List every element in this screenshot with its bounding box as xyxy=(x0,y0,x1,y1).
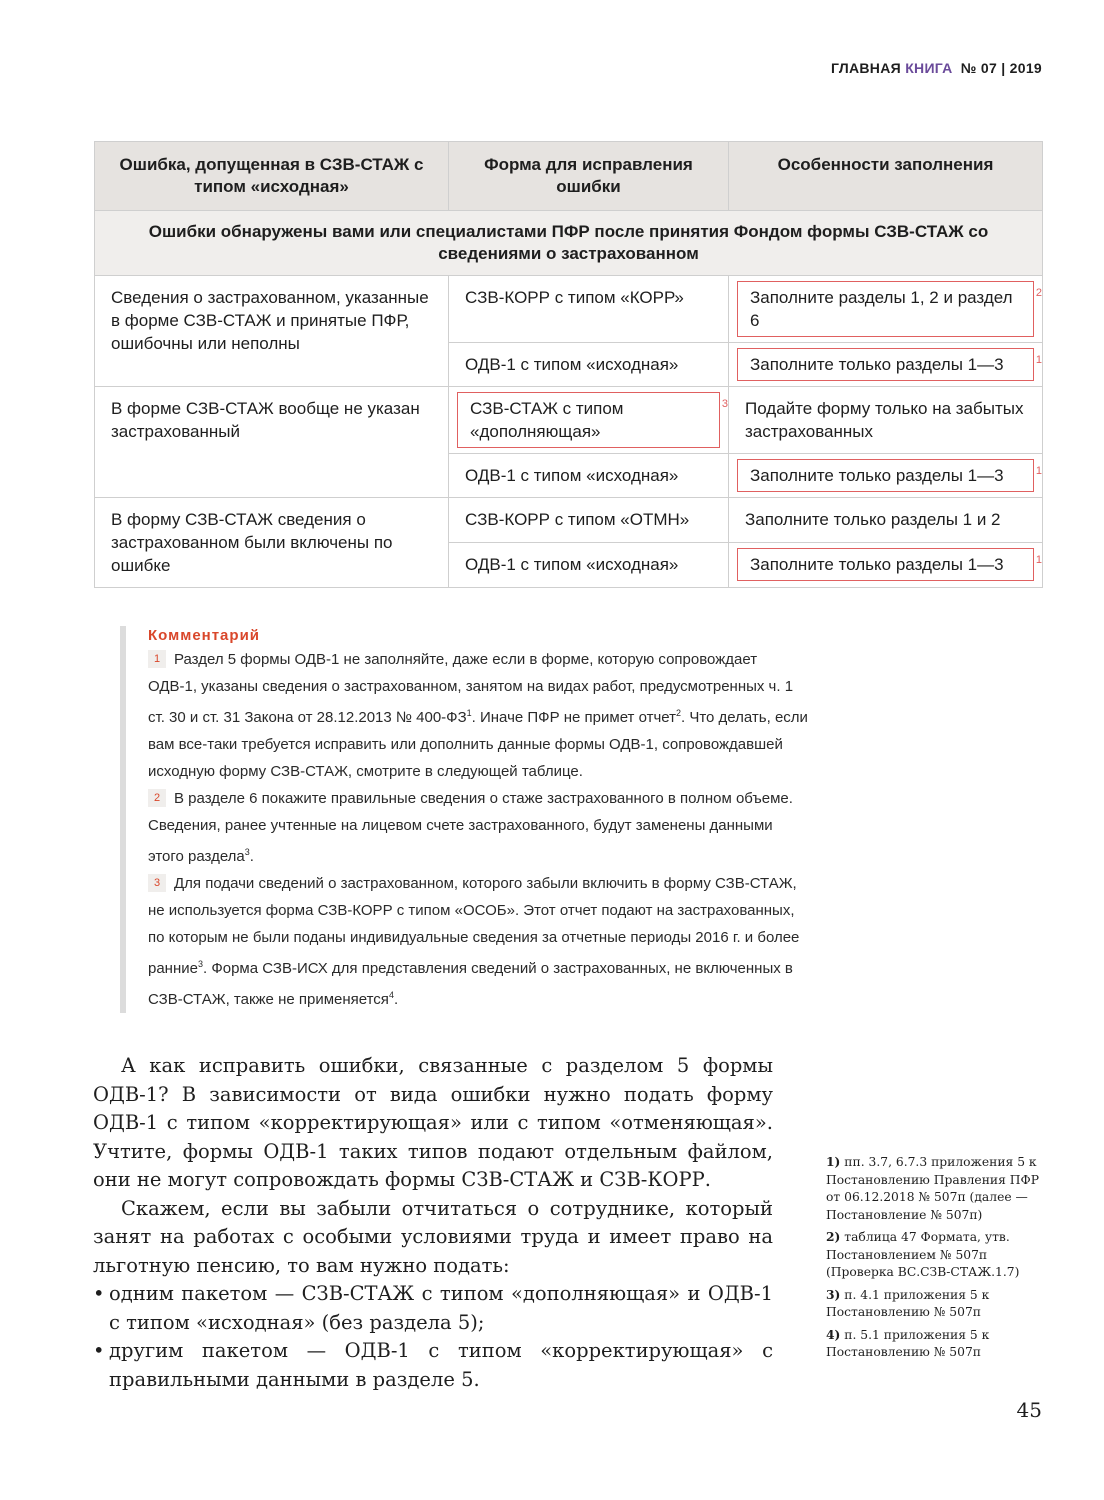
highlight-box xyxy=(737,281,1042,337)
column-header-form: Форма для исправления ошибки xyxy=(449,142,729,211)
bullet-list xyxy=(93,1280,773,1394)
table-row xyxy=(95,276,1043,343)
footnote-number: 1) xyxy=(826,1154,841,1169)
note-text: Заполните только разделы 1—3 xyxy=(750,555,1004,574)
note-cell xyxy=(729,276,1043,343)
list-item: • одним пакетом — СЗВ-СТАЖ с типом «дополняющая» и ОДВ-1 с типом «исходная» (без раздела 5); xyxy=(109,1280,773,1337)
comment-ref: 2 xyxy=(1035,287,1042,299)
form-cell: СЗВ-КОРР с типом «ОТМН» xyxy=(449,498,729,543)
comment-title: Комментарий xyxy=(148,627,261,644)
form-cell: ОДВ-1 с типом «исходная» xyxy=(449,543,729,588)
note-cell xyxy=(729,543,1043,588)
form-text: СЗВ-СТАЖ с типом «дополняющая» xyxy=(470,399,624,441)
correction-table xyxy=(94,141,1043,588)
note-cell xyxy=(729,343,1043,387)
comment-text: В разделе 6 покажите правильные сведения о стаже застрахованного в полном объеме. Сведения, ранее учтенные на лицевом счете застрахованного, будут заменены данными этого раздела xyxy=(148,790,793,865)
comment-item-1 xyxy=(148,646,808,785)
footnote xyxy=(826,1326,1040,1362)
footnote xyxy=(826,1153,1040,1224)
footnote-number: 2) xyxy=(826,1229,841,1244)
footnote-number: 4) xyxy=(826,1326,841,1342)
form-cell: ОДВ-1 с типом «исходная» xyxy=(449,343,729,387)
issue-number: № 07 | 2019 xyxy=(960,60,1042,76)
error-cell: В форме СЗВ-СТАЖ вообще не указан застрахованный xyxy=(95,387,449,498)
comment-item-2: 2 В разделе 6 покажите правильные сведения о стаже застрахованного в полном объеме. Сведения, ранее учтенные на лицевом счете застрахованного, будут заменены данными этого раздела$^3$. xyxy=(148,790,793,865)
comment-block xyxy=(120,626,808,1013)
footnote-ref: 3 xyxy=(197,959,203,969)
comment-ref: 1 xyxy=(1035,354,1042,366)
comment-number: 3 xyxy=(148,874,166,892)
footnote-text: пп. 3.7, 6.7.3 приложения 5 к Постановлению Правления ПФР от 06.12.2018 № 507п (далее — Постановление № 507п) xyxy=(826,1155,1039,1222)
footnote-number: 3) xyxy=(826,1286,841,1302)
magazine-title-2: КНИГА xyxy=(905,60,953,76)
form-cell: СЗВ-КОРР с типом «КОРР» xyxy=(449,276,729,343)
table-row xyxy=(95,387,1043,454)
error-cell: В форму СЗВ-СТАЖ сведения о застрахованном были включены по ошибке xyxy=(95,498,449,588)
note-text: Заполните разделы 1, 2 и раздел 6 xyxy=(750,288,1013,330)
comment-text: Для подачи сведений о застрахованном, которого забыли включить в форму СЗВ-СТАЖ, не используется форма СЗВ-КОРР с типом «ОСОБ». Этот отчет подают на застрахованных, по которым не были поданы индивидуальные сведения за отчетные периоды 2016 г. и более ранние xyxy=(148,875,800,977)
note-cell: Заполните только разделы 1 и 2 xyxy=(729,498,1043,543)
comment-text: . Форма СЗВ-ИСХ для представления сведений о застрахованных, не включенных в СЗВ-СТАЖ, также не применяется xyxy=(148,960,793,1008)
comment-text: . Иначе ПФР не примет отчет xyxy=(471,709,676,726)
comment-number: 2 xyxy=(148,789,166,807)
column-header-notes: Особенности заполнения xyxy=(729,142,1043,211)
article-body xyxy=(93,1052,773,1394)
note-text: Заполните только разделы 1—3 xyxy=(750,466,1004,485)
column-header-error: Ошибка, допущенная в СЗВ-СТАЖ с типом «исходная» xyxy=(95,142,449,211)
footnote-ref: 4 xyxy=(388,990,394,1000)
comment-ref: 1 xyxy=(1035,465,1042,477)
footnote-ref: 3 xyxy=(244,847,250,857)
footnote xyxy=(826,1228,1040,1282)
section-heading: Ошибки обнаружены вами или специалистами ПФР после принятия Фондом формы СЗВ-СТАЖ со сведениями о застрахованном xyxy=(95,211,1043,276)
footnotes xyxy=(826,1153,1040,1366)
magazine-header xyxy=(831,60,1042,76)
note-cell: Подайте форму только на забытых застрахованных xyxy=(729,387,1043,454)
paragraph: А как исправить ошибки, связанные с разделом 5 формы ОДВ-1? В зависимости от вида ошибки нужно подать форму ОДВ-1 с типом «корректирующая» или с типом «отменяющая». Учтите, формы ОДВ-1 таких типов подают отдельным файлом, они не могут сопровождать формы СЗВ-СТАЖ и СЗВ-КОРР. xyxy=(93,1054,773,1191)
comment-item-3: 3 Для подачи сведений о застрахованном, которого забыли включить в форму СЗВ-СТАЖ, не используется форма СЗВ-КОРР с типом «ОСОБ». Этот отчет подают на застрахованных, по которым не были поданы индивидуальные сведения за отчетные периоды 2016 г. и более ранние$^3$. Форма СЗВ-ИСХ для представления сведений о застрахованных, не включенных в СЗВ-СТАЖ, также не применяется$^4$. xyxy=(148,875,800,1008)
list-item: • другим пакетом — ОДВ-1 с типом «корректирующая» с правильными данными в разделе 5. xyxy=(109,1337,773,1394)
footnote-ref: 1 xyxy=(466,708,472,718)
highlight-box xyxy=(737,548,1042,581)
highlight-box xyxy=(457,392,728,448)
comment-ref: 1 xyxy=(1035,554,1042,566)
comment-text: Раздел 5 формы ОДВ-1 не заполняйте, даже если в форме, которую сопровождает ОДВ-1, указаны сведения о застрахованном, занятом на видах работ, предусмотренных ч. 1 ст. 30 и ст. 31 Закона от 28.12.2013 № 400-ФЗ xyxy=(148,651,794,726)
magazine-title-1: ГЛАВНАЯ xyxy=(830,60,901,76)
form-cell xyxy=(449,387,729,454)
page-number: 45 xyxy=(1016,1398,1042,1422)
table-row xyxy=(95,498,1043,543)
highlight-box xyxy=(737,459,1042,492)
form-cell: ОДВ-1 с типом «исходная» xyxy=(449,454,729,498)
error-cell: Сведения о застрахованном, указанные в форме СЗВ-СТАЖ и принятые ПФР, ошибочны или неполны xyxy=(95,276,449,387)
footnote-text: таблица 47 Формата, утв. Постановлением № 507п (Проверка ВС.СЗВ-СТАЖ.1.7) xyxy=(826,1230,1020,1279)
footnote-ref: 2 xyxy=(676,708,682,718)
comment-text: . Что делать, если вам все-таки требуется исправить или дополнить данные формы ОДВ-1, сопровождавшей исходную форму СЗВ-СТАЖ, смотрите в следующей таблице. xyxy=(148,709,808,780)
highlight-box xyxy=(737,348,1042,381)
footnote xyxy=(826,1286,1040,1322)
footnote-text: п. 5.1 приложения 5 к Постановлению № 507п xyxy=(826,1327,990,1359)
comment-ref: 3 xyxy=(721,398,728,410)
paragraph: Скажем, если вы забыли отчитаться о сотруднике, который занят на работах с особыми условиями труда и имеет право на льготную пенсию, то вам нужно подать: xyxy=(93,1196,773,1277)
note-cell xyxy=(729,454,1043,498)
note-text: Заполните только разделы 1—3 xyxy=(750,355,1004,374)
comment-number: 1 xyxy=(148,650,166,668)
footnote-text: п. 4.1 приложения 5 к Постановлению № 507п xyxy=(826,1287,990,1319)
